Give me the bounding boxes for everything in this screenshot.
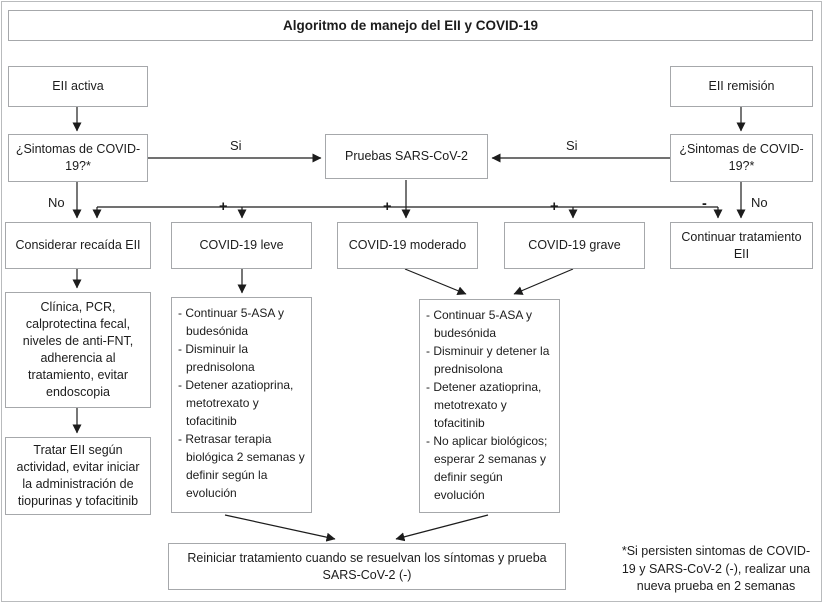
list-item: - Continuar 5-ASA y budesónida [178,306,285,338]
node-label: Considerar recaída EII [15,238,141,252]
edge-label-si-left: Si [230,138,242,153]
node-label: Pruebas SARS-CoV-2 [345,149,468,163]
list-item: - No aplicar biológicos; esperar 2 semanas y definir según evolución [426,434,548,502]
edge-label-minus-right: - [702,196,707,212]
diagram-title [8,10,813,41]
node-considerar-recaida [5,222,151,269]
node-label: COVID-19 moderado [348,238,467,252]
node-sintomas-left [8,134,148,182]
node-label: COVID-19 leve [199,238,284,252]
edge-label-plus-leve: + [219,199,228,215]
node-tratar-eii [5,437,151,515]
node-covid-moderado [337,222,478,269]
footnote [610,543,822,596]
edge-moderado-to-tx [405,269,466,294]
edge-grave-to-tx [514,269,573,294]
footnote-line: 19 y SARS-CoV-2 (-), realizar una [621,561,811,576]
node-continuar-tratamiento [670,222,813,269]
diagram-title-text: Algoritmo de manejo del EII y COVID-19 [282,18,539,33]
edge-levetx-to-reiniciar [225,515,335,539]
edge-label-no-left: No [48,195,65,210]
list-item: - Continuar 5-ASA y budesónida [426,308,533,340]
node-label: EII activa [52,79,104,93]
node-pruebas-sars [325,134,488,179]
node-eii-remision [670,66,813,107]
list-item: - Detener azatioprina, metotrexato y tofacitinib [426,380,542,430]
node-label: EII remisión [708,79,775,93]
node-clinica-pcr [5,292,151,408]
node-covid-grave [504,222,645,269]
node-label: Continuar tratamiento EII [681,229,802,261]
list-item: - Detener azatioprina, metotrexato y tofacitinib [178,378,294,428]
node-leve-tratamiento [171,297,312,513]
edge-label-plus-grave: + [550,199,559,215]
edge-label-si-right: Si [566,138,578,153]
node-label: COVID-19 grave [528,238,621,252]
edge-modtx-to-reiniciar [396,515,488,539]
list-item: - Disminuir la prednisolona [178,342,255,374]
node-label: Clínica, PCR, calprotectina fecal, niveles de anti-FNT, adherencia al tratamiento, evitar endoscopia [22,300,134,399]
node-covid-leve [171,222,312,269]
node-reiniciar-tratamiento [168,543,566,590]
node-label: ¿Sintomas de COVID-19?* [15,142,141,173]
node-eii-activa [8,66,148,107]
footnote-line: *Si persisten sintomas de COVID- [621,544,811,558]
node-label: ¿Sintomas de COVID-19?* [679,142,804,173]
list-item: - Retrasar terapia biológica 2 semanas y definir según la evolución [178,432,305,500]
list-item: - Disminuir y detener la prednisolona [426,344,550,376]
node-modgrave-tratamiento [419,299,560,513]
node-sintomas-right [670,134,813,182]
node-label: Reiniciar tratamiento cuando se resuelvan los síntomas y prueba SARS-CoV-2 (-) [187,550,547,582]
edge-label-plus-moderado: + [383,199,392,215]
edge-label-no-right: No [751,195,768,210]
node-label: Tratar EII según actividad, evitar iniciar la administración de tiopurinas y tofacitinib [16,443,140,508]
footnote-line: nueva prueba en 2 semanas [636,579,796,593]
